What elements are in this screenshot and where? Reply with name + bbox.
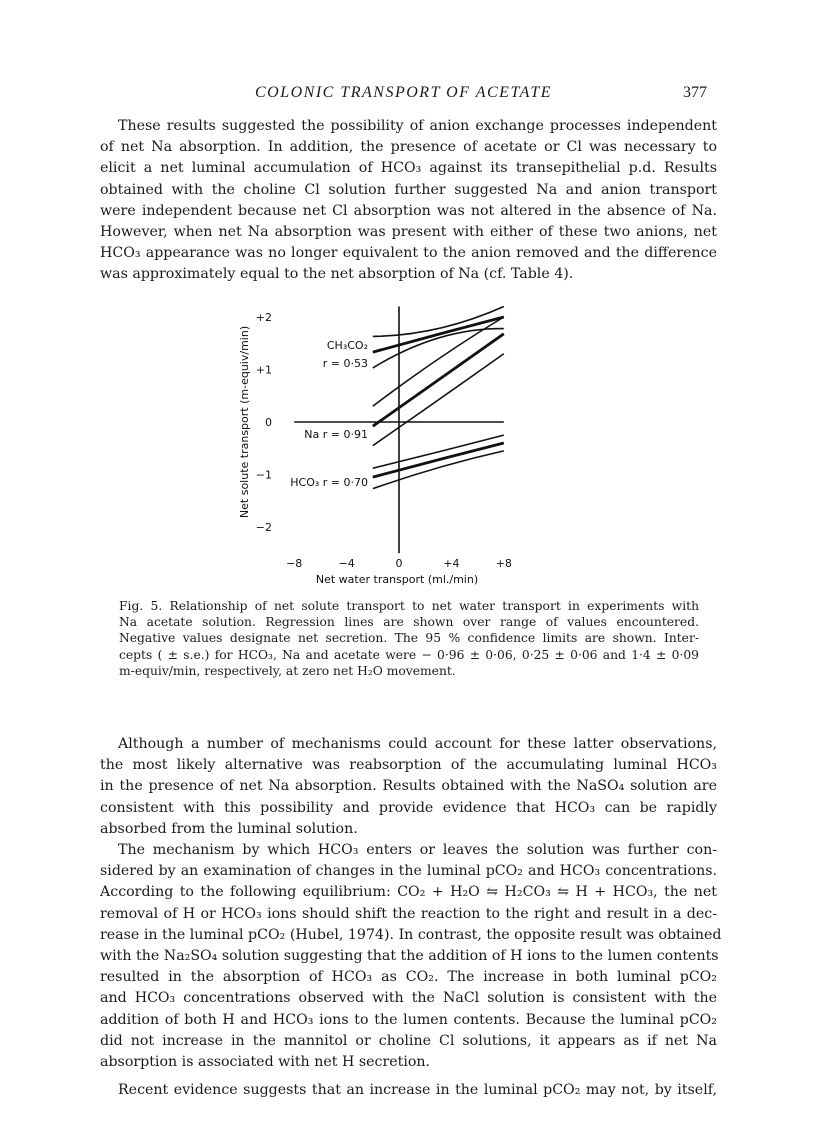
regression-line xyxy=(373,443,504,477)
text-line: absorbed from the luminal solution. xyxy=(100,820,358,837)
na-label: Na r = 0·91 xyxy=(304,428,368,441)
confidence-limit-line xyxy=(373,451,504,489)
text-line: rease in the luminal pCO₂ (Hubel, 1974). In contrast, the opposite result was obtained xyxy=(100,926,722,943)
x-tick-label: +8 xyxy=(495,557,512,570)
text-line: did not increase in the mannitol or choline Cl solutions, it appears as if net Na xyxy=(100,1032,717,1049)
text-line: addition of both H and HCO₃ ions to the lumen contents. Because the luminal pCO₂ xyxy=(100,1011,717,1028)
x-tick-label: −8 xyxy=(286,557,303,570)
figure-caption xyxy=(119,598,699,679)
page-number: 377 xyxy=(683,84,707,101)
paragraph-2 xyxy=(100,734,717,840)
confidence-limit-line xyxy=(373,354,504,446)
text-line: According to the following equilibrium: CO₂ + H₂O ⇋ H₂CO₃ ⇋ H + HCO₃, the net xyxy=(100,884,717,901)
paragraph-4 xyxy=(100,1080,717,1101)
hco3-label: HCO₃ r = 0·70 xyxy=(290,476,368,489)
x-axis-title: Net water transport (ml./min) xyxy=(315,573,479,586)
text-line: However, when net Na absorption was present with either of these two anions, net xyxy=(100,223,717,240)
text-line: absorption is associated with net H secretion. xyxy=(100,1053,431,1070)
text-line: Recent evidence suggests that an increase in the luminal pCO₂ may not, by itself, xyxy=(118,1082,717,1098)
text-line: HCO₃ appearance was no longer equivalent to the anion removed and the difference xyxy=(100,245,717,262)
y-tick-label: 0 xyxy=(265,416,272,429)
x-tick-label: −4 xyxy=(338,557,355,570)
acetate-r-label: r = 0·53 xyxy=(322,357,368,370)
y-tick-label: +2 xyxy=(255,311,272,324)
paragraph-3 xyxy=(100,840,722,1073)
text-line: was approximately equal to the net absorption of Na (cf. Table 4). xyxy=(100,266,574,283)
text-line: with the Na₂SO₄ solution suggesting that the addition of H ions to the lumen contents xyxy=(100,947,719,964)
x-tick-label: 0 xyxy=(395,557,403,570)
text-line: Although a number of mechanisms could account for these latter observations, xyxy=(118,736,717,752)
text-line: were independent because net Cl absorption was not altered in the absence of Na. xyxy=(100,202,717,219)
text-line: resulted in the absorption of HCO₃ as CO₂. The increase in both luminal pCO₂ xyxy=(100,969,717,986)
text-line: cepts ( ± s.e.) for HCO₃, Na and acetate were − 0·96 ± 0·06, 0·25 ± 0·06 and 1·4 ± 0·09 xyxy=(119,647,699,662)
x-tick-label: +4 xyxy=(443,557,460,570)
text-line: of net Na absorption. In addition, the presence of acetate or Cl was necessary to xyxy=(100,139,717,156)
text-line: Fig. 5. Relationship of net solute transport to net water transport in experiments with xyxy=(119,599,699,613)
text-line: the most likely alternative was reabsorption of the accumulating luminal HCO₃ xyxy=(100,757,717,774)
text-line: removal of H or HCO₃ ions should shift the reaction to the right and result in a dec- xyxy=(100,905,717,922)
text-line: Na acetate solution. Regression lines are shown over range of values encountered. xyxy=(119,615,699,630)
text-line: The mechanism by which HCO₃ enters or leaves the solution was further con- xyxy=(118,842,717,858)
text-line: obtained with the choline Cl solution further suggested Na and anion transport xyxy=(100,181,717,198)
text-line: m-equiv/min, respectively, at zero net H₂O movement. xyxy=(119,663,456,678)
confidence-limit-line xyxy=(373,317,504,406)
text-line: These results suggested the possibility of anion exchange processes independent xyxy=(118,118,717,134)
text-line: in the presence of net Na absorption. Results obtained with the NaSO₄ solution are xyxy=(100,778,717,795)
text-line: elicit a net luminal accumulation of HCO₃ against its transepithelial p.d. Results xyxy=(100,160,717,177)
y-tick-label: −2 xyxy=(255,521,272,534)
y-tick-label: −1 xyxy=(255,468,272,482)
y-tick-label: +1 xyxy=(255,363,272,377)
confidence-limit-line xyxy=(373,435,504,468)
text-line: consistent with this possibility and provide evidence that HCO₃ can be rapidly xyxy=(100,799,717,816)
y-axis-title: Net solute transport (m-equiv/min) xyxy=(238,325,251,519)
text-line: sidered by an examination of changes in the luminal pCO₂ and HCO₃ concentrations. xyxy=(100,863,717,880)
running-title: COLONIC TRANSPORT OF ACETATE xyxy=(255,84,552,101)
text-line: and HCO₃ concentrations observed with the NaCl solution is consistent with the xyxy=(100,990,717,1007)
text-line: Negative values designate net secretion. The 95 % confidence limits are shown. Inter- xyxy=(119,631,699,646)
acetate-label: CH₃CO₂ xyxy=(326,339,368,352)
